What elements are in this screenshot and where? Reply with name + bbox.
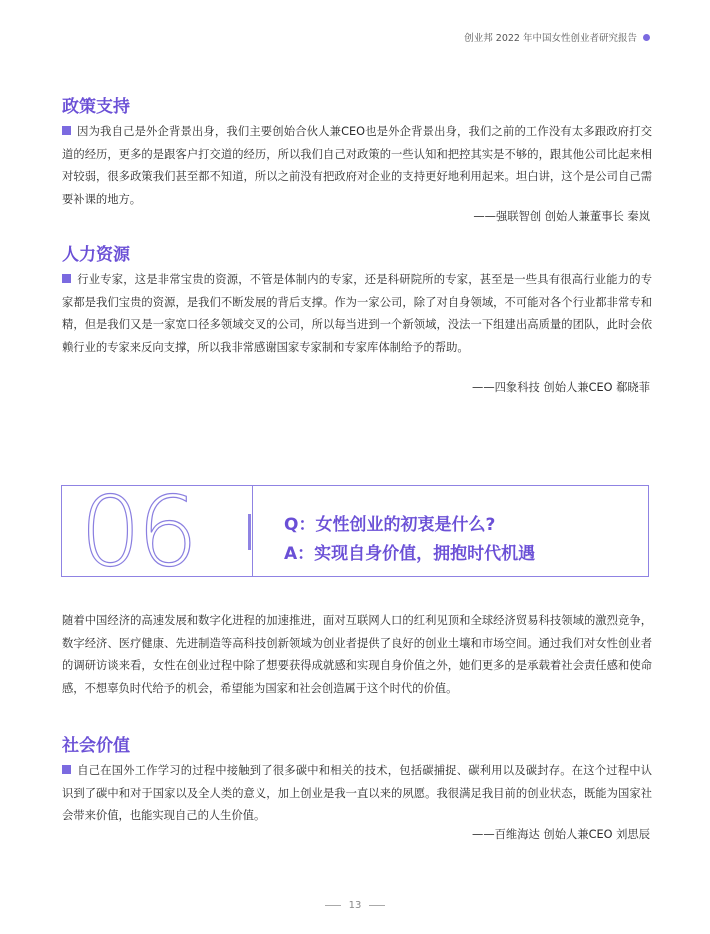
footer-line bbox=[325, 905, 341, 906]
bullet-square-icon bbox=[62, 126, 71, 135]
bullet-square-icon bbox=[62, 274, 71, 283]
report-header bbox=[464, 30, 650, 44]
attribution-hr: ——四象科技 创始人兼CEO 郗晓菲 bbox=[472, 381, 650, 394]
attribution-policy: ——强联智创 创始人兼董事长 秦岚 bbox=[473, 210, 650, 223]
bullet-square-icon bbox=[62, 765, 71, 774]
section-title-hr: 人力资源 bbox=[62, 245, 130, 265]
report-title: 创业邦 2022 年中国女性创业者研究报告 bbox=[464, 33, 637, 44]
section-title-policy: 政策支持 bbox=[62, 97, 130, 117]
chapter-number: 06 bbox=[80, 476, 195, 588]
quote-text: 自己在国外工作学习的过程中接触到了很多碳中和相关的技术，包括碳捕捉、碳利用以及碳封存。在这个过程中认识到了碳中和对于国家以及全人类的意义，加上创业是我一直以来的夙愿。我很满足我目前的创业状态，既能为国家社会带来价值，也能实现自己的人生价值。 bbox=[62, 764, 652, 823]
section-title-social: 社会价值 bbox=[62, 736, 130, 756]
qa-box bbox=[61, 476, 649, 588]
quote-policy bbox=[62, 121, 652, 211]
quote-text: 行业专家，这是非常宝贵的资源，不管是体制内的专家，还是科研院所的专家，甚至是一些具有很高行业能力的专家都是我们宝贵的资源，是我们不断发展的背后支撑。作为一家公司，除了对自身领域，不可能对各个行业都非常专和精，但是我们又是一家宽口径多领域交叉的公司，所以每当进到一个新领域，没法一下组建出高质量的团队，此时会依赖行业的专家来反向支撑，所以我非常感谢国家专家制和专家库体制给予的帮助。 bbox=[62, 273, 652, 354]
page-number: 13 bbox=[348, 900, 362, 911]
quote-social bbox=[62, 760, 652, 828]
page-footer bbox=[0, 900, 710, 911]
footer-line bbox=[369, 905, 385, 906]
qa-question: Q：女性创业的初衷是什么? bbox=[284, 515, 496, 535]
qa-divider-accent bbox=[248, 514, 255, 550]
quote-text: 因为我自己是外企背景出身，我们主要创始合伙人兼CEO也是外企背景出身，我们之前的工作没有太多跟政府打交道的经历，更多的是跟客户打交道的经历，所以我们自己对政策的一些认知和把控其实是不够的，跟其他公司比起来相对较弱，很多政策我们甚至都不知道，所以之前没有把政府对企业的支持更好地利用起来。坦白讲，这个是公司自己需要补课的地方。 bbox=[62, 125, 652, 206]
header-dot-icon bbox=[643, 34, 650, 41]
qa-answer: A：实现自身价值，拥抱时代机遇 bbox=[284, 544, 536, 564]
quote-hr bbox=[62, 269, 652, 359]
attribution-social: ——百维海达 创始人兼CEO 刘思辰 bbox=[472, 828, 650, 841]
intro-paragraph: 随着中国经济的高速发展和数字化进程的加速推进，面对互联网人口的红利见顶和全球经济贸易科技领域的激烈竞争，数字经济、医疗健康、先进制造等高科技创新领域为创业者提供了良好的创业土壤和市场空间。通过我们对女性创业者的调研访谈来看，女性在创业过程中除了想要获得成就感和实现自身价值之外，她们更多的是承载着社会责任感和使命感，不想辜负时代给予的机会，希望能为国家和社会创造属于这个时代的价值。 bbox=[62, 614, 652, 695]
